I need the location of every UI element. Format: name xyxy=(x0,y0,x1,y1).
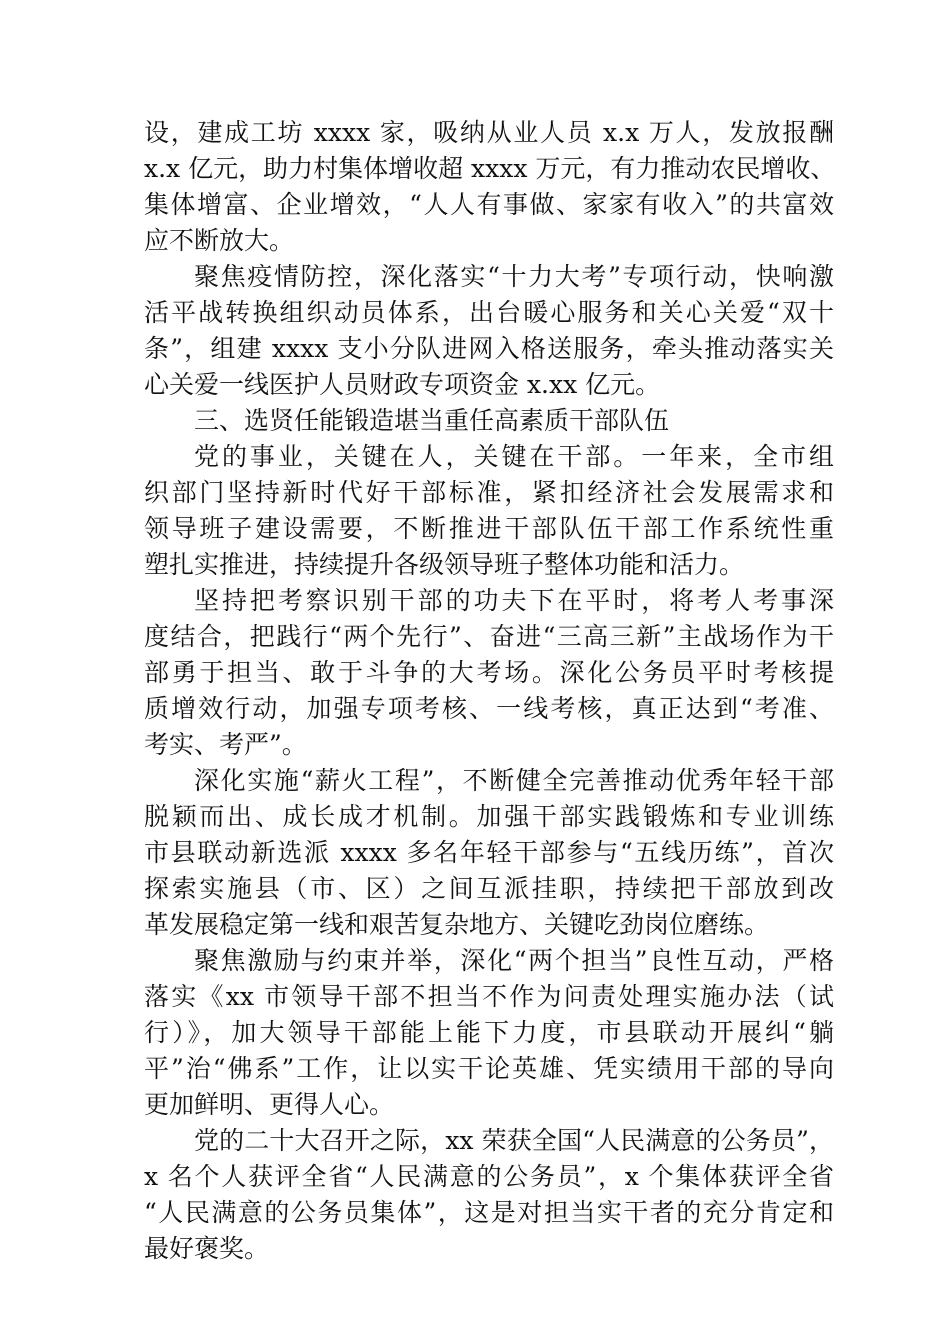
text-line: 应不断放大。 xyxy=(144,226,295,255)
paragraph xyxy=(144,439,834,583)
text-line: 塑扎实推进，持续提升各级领导班子整体功能和活力。 xyxy=(144,550,745,579)
text-line: 落实《xx 市领导干部不担当不作为问责处理实施办法（试 xyxy=(144,982,834,1011)
text-line: x 名个人获评全省“人民满意的公务员”，x 个集体获评全省 xyxy=(144,1162,834,1191)
text-line: “人民满意的公务员集体”，这是对担当实干者的充分肯定和 xyxy=(144,1198,834,1227)
section-heading-text: 三、选贤任能锻造堪当重任高素质干部队伍 xyxy=(194,406,670,435)
text-line: 平”治“佛系”工作，让以实干论英雄、凭实绩用干部的导向 xyxy=(144,1054,834,1083)
text-line: 领导班子建设需要，不断推进干部队伍干部工作系统性重 xyxy=(144,514,834,543)
paragraph xyxy=(144,115,834,259)
text-line: 条”，组建 xxxx 支小分队进网入格送服务，牵头推动落实关 xyxy=(144,334,834,363)
text-line: 心关爱一线医护人员财政专项资金 x.xx 亿元。 xyxy=(144,370,661,399)
text-line: 集体增富、企业增效，“人人有事做、家家有收入”的共富效 xyxy=(144,190,834,219)
text-line: 聚焦疫情防控，深化落实“十力大考”专项行动，快响激 xyxy=(194,262,834,291)
text-line: 党的事业，关键在人，关键在干部。一年来，全市组 xyxy=(194,442,834,471)
paragraph xyxy=(144,1123,834,1267)
text-line: 考实、考严”。 xyxy=(144,730,307,759)
text-line: 市县联动新选派 xxxx 多名年轻干部参与“五线历练”，首次 xyxy=(144,838,834,867)
text-line: 党的二十大召开之际，xx 荣获全国“人民满意的公务员”， xyxy=(194,1126,834,1155)
paragraph xyxy=(144,943,834,1123)
text-line: 最好褒奖。 xyxy=(144,1234,270,1263)
text-line: 度结合，把践行“两个先行”、奋进“三高三新”主战场作为干 xyxy=(144,622,834,651)
text-line: 织部门坚持新时代好干部标准，紧扣经济社会发展需求和 xyxy=(144,478,834,507)
text-line: 深化实施“薪火工程”，不断健全完善推动优秀年轻干部 xyxy=(194,766,834,795)
text-line: 活平战转换组织动员体系，出台暖心服务和关心关爱“双十 xyxy=(144,298,834,327)
paragraph xyxy=(144,583,834,763)
text-line: 设，建成工坊 xxxx 家，吸纳从业人员 x.x 万人，发放报酬 xyxy=(144,118,834,147)
paragraph xyxy=(144,763,834,943)
text-line: 行）》，加大领导干部能上能下力度，市县联动开展纠“躺 xyxy=(144,1018,834,1047)
text-line: 坚持把考察识别干部的功夫下在平时，将考人考事深 xyxy=(194,586,834,615)
text-line: 聚焦激励与约束并举，深化“两个担当”良性互动，严格 xyxy=(194,946,834,975)
document-body xyxy=(144,115,834,1267)
text-line: 质增效行动，加强专项考核、一线考核，真正达到“考准、 xyxy=(144,694,834,723)
text-line: x.x 亿元，助力村集体增收超 xxxx 万元，有力推动农民增收、 xyxy=(144,154,836,183)
text-line: 部勇于担当、敢于斗争的大考场。深化公务员平时考核提 xyxy=(144,658,834,687)
text-line: 脱颖而出、成长成才机制。加强干部实践锻炼和专业训练 xyxy=(144,802,834,831)
paragraph xyxy=(144,259,834,403)
section-heading xyxy=(144,403,834,439)
text-line: 探索实施县（市、区）之间互派挂职，持续把干部放到改 xyxy=(144,874,834,903)
text-line: 更加鲜明、更得人心。 xyxy=(144,1090,395,1119)
text-line: 革发展稳定第一线和艰苦复杂地方、关键吃劲岗位磨练。 xyxy=(144,910,770,939)
